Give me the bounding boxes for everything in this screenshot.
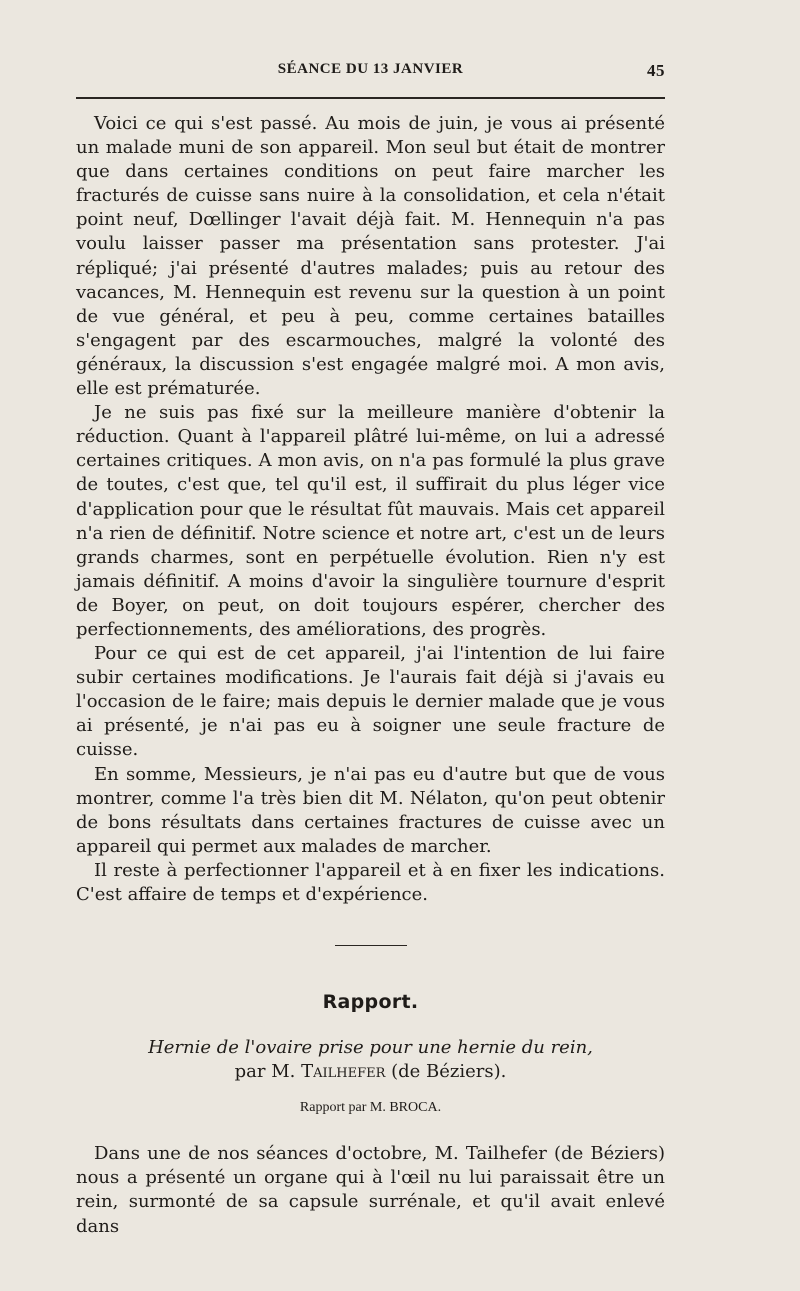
running-title: SÉANCE DU 13 JANVIER: [277, 61, 464, 77]
body-text: [76, 112, 665, 1239]
paragraph: Dans une de nos séances d'octobre, M. Tailhefer (de Béziers) nous a présenté un organe qui à l'œil nu lui paraissait être un rein, surmonté de sa capsule surrénale, et qu'il avait enlevé dans: [76, 1143, 665, 1237]
author-suffix: (de Béziers).: [391, 1061, 507, 1083]
author-name: Tailhefer: [301, 1061, 386, 1083]
page-number: 45: [647, 61, 665, 80]
section-subtitle: Hernie de l'ovaire prise pour une hernie du rein,: [148, 1037, 593, 1059]
paragraph: Il reste à perfectionner l'appareil et à en fixer les indications. C'est affaire de temps et d'expérience.: [76, 859, 665, 905]
paragraph: Voici ce qui s'est passé. Au mois de juin, je vous ai présenté un malade muni de son appareil. Mon seul but était de montrer que dans certaines conditions on peut faire marcher les fracturés de cuisse sans nuire à la consolidation, et cela n'était point neuf, Dœllinger l'avait déjà fait. M. Hennequin n'a pas voulu laisser passer ma présentation sans protester. J'ai répliqué; j'ai présenté d'autres malades; puis au retour des vacances, M. Hennequin est revenu sur la question à un point de vue général, et peu à peu, comme certaines batailles s'engagent par des escarmouches, malgré la volonté des généraux, la discussion s'est engagée malgré moi. A mon avis, elle est prématurée.: [76, 113, 665, 400]
author-prefix: par M.: [234, 1061, 296, 1083]
header-rule: [76, 97, 665, 99]
section-divider: [335, 945, 407, 946]
section-title: Rapport.: [322, 991, 419, 1014]
running-header: [76, 61, 665, 83]
report-by-line: Rapport par M. BROCA.: [299, 1100, 442, 1116]
paragraph: Je ne suis pas fixé sur la meilleure manière d'obtenir la réduction. Quant à l'appareil plâtré lui-même, on lui a adressé certaines critiques. A mon avis, on n'a pas formulé la plus grave de toutes, c'est que, tel qu'il est, il suffirait du plus léger vice d'application pour que le résultat fût mauvais. Mais cet appareil n'a rien de définitif. Notre science et notre art, c'est un de leurs grands charmes, sont en perpétuelle évolution. Rien n'y est jamais définitif. A moins d'avoir la singulière tournure d'esprit de Boyer, on peut, on doit toujours espérer, chercher des perfectionnements, des améliorations, des progrès.: [76, 402, 665, 640]
paragraph: En somme, Messieurs, je n'ai pas eu d'autre but que de vous montrer, comme l'a très bien dit M. Nélaton, qu'on peut obtenir de bons résultats dans certaines fractures de cuisse avec un appareil qui permet aux malades de marcher.: [76, 763, 665, 857]
author-line: [76, 1060, 665, 1084]
paragraph: Pour ce qui est de cet appareil, j'ai l'intention de lui faire subir certaines modifications. Je l'aurais fait déjà si j'avais eu l'occasion de le faire; mais depuis le dernier malade que je vous ai présenté, je n'ai pas eu à soigner une seule fracture de cuisse.: [76, 643, 665, 761]
